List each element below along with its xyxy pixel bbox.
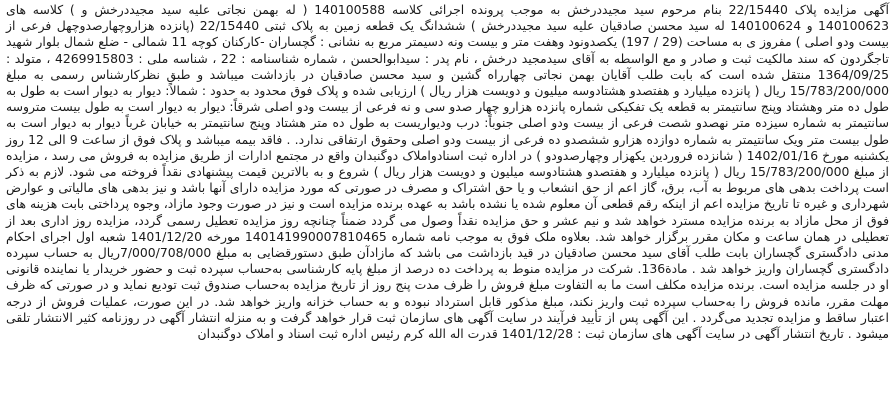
auction-notice-text: آگهی مزایده پلاک 22/15440 بنام مرحوم سید مجیددرخش به موجب پرونده اجرائی کلاسه 140100588 ( له بهمن نجاتی علیه سید مجیددرخش و ) کلاسه های 140100623 و 140100624 له سید محسن صادقیان علیه سید مجیددرخش ) ششدانگ یک قطعه زمین به پلاک ثبتی 22/15440 (پانزده هزاروچهارصدوچهل فرعی از بیست ودو اصلی ) مفروز ی به مساحت (29 / 197) یکصدونود وهفت متر و بیست ونه دسیمتر مربع به نشانی : گچساران -کارکنان کوچه 11 شمالی - ضلع شمال بلوار شهید تاجگردون که سند مالکیت ثبت و صادر و مع الواسطه به آقای سیدمجید درخش ، نام پدر : سیدابوالحسن ، شماره شناسنامه : 22 ، شناسه ملی : 4269915803 ، متولد : 1364/09/25 منتقل شده است که بابت طلب آقایان بهمن نجاتی چهارراه گشین و سید محسن صادقیان در بازداشت میباشد و طبق نظرکارشناس رسمی به مبلغ 15/783/200/000 ریال ( پانزده میلیارد و هفتصدو هشتادوسه میلیون و دویست هزار ریال ) ارزیابی شده و پلاک فوق محدود به حدود : شمالاً: دیوار به دیوار است به طول به طول ده متر وهشتاد وپنج سانتیمتر به قطعه یک تفکیکی شماره پانزده هزارو چهار صدو سی و نه فرعی از بیست ودو اصلی شرقاً: دیوار به دیوار است به طول بیست متروسه سانتیمتر به شماره سیزده متر نهصدو شصت فرعی از بیست ودو اصلی جنوباً: درب ودیواریست به طول ده متر هشتاد وپنج سانتیمتر به خیابان غرباً دیوار به دیوار است به طول بیست متر ویک سانتیمتر به شماره دوازده هزارو ششصدو ده فرعی از بیست ودو اصلی وحقوق ارتفاقی ندارد. . فاقد بیمه میباشد و پلاک فوق از ساعت 9 الی 12 روز یکشنبه مورخ 1402/01/16 ( شانزده فروردین یکهزار وچهارصدودو ) در اداره ثبت اسنادواملاک دوگنبدان واقع در مجتمع ادارات از طریق مزایده به فروش می رسد ، مزایده از مبلغ 15/783/200/000 ریال ( پانزده میلیارد و هفتصدو هشتادوسه میلیون و دویست هزار ریال ) شروع و به بالاترین قیمت پیشنهادی نقداً فروخته می شود. لازم به ذکر است پرداخت بدهی های مربوط به آب، برق، گاز اعم از حق انشعاب و یا حق اشتراک و مصرف در صورتی که مورد مزایده دارای آنها باشد و نیز بدهی های مالیاتی و عوارض شهرداری و غیره تا تاریخ مزایده اعم از اینکه رقم قطعی آن معلوم شده یا نشده باشد به عهده برنده مزایده است و نیز در صورت وجود مازاد، وجوه پرداختی بابت هزینه های فوق از محل مازاد به برنده مزایده مسترد خواهد شد و نیم عشر و حق مزایده نقداً وصول می گردد ضمناً چنانچه روز مزایده تعطیل رسمی گردد، مزایده روز اداری بعد از تعطیلی در همان ساعت و مکان مقرر برگزار خواهد شد. بعلاوه ملک فوق به موجب نامه شماره 140141990007810465 مورخه 1401/12/20 شعبه اول اجرای احکام مدنی دادگستری گچساران بابت طلب آقای سید محسن صادقیان در قید بازداشت می باشد که مازادآن طبق دستورقضایی به مبلغ 7/000/708/000ریال به حساب سپرده دادگستری گچساران واریز خواهد شد . مادة136. شرکت در مزایده منوط به پرداخت ده درصد از مبلغ پایه کارشناسی به‌حساب سپرده ثبت و حضور خریدار یا نماینده قانونی او در جلسه مزایده است. برنده مزایده مکلف است ما به التفاوت مبلغ فروش را ظرف مدت پنج روز از تاریخ مزایده به‌حساب صندوق ثبت تودیع نماید و در صورتی که ظرف مهلت مقرر، مانده فروش را به‌حساب سپرده ثبت واریز نکند، مبلغ مذکور قابل استرداد نبوده و به حساب خزانه واریز خواهد شد. در این صورت، عملیات فروش از درجه اعتبار ساقط و مزایده تجدید می‌گردد . این آگهی پس از تأیید فرآیند در سایت آگهی های سازمان ثبت قرار خواهد گرفت و به منزله انتشار آگهی در روزنامه کثیر الانتشار تلقی میشود . تاریخ انتشار آگهی در سایت آگهی های سازمان ثبت : 1401/12/28 قدرت اله الله کرم رئیس اداره ثبت اسناد و املاک دوگنبدان [6, 2, 890, 342]
